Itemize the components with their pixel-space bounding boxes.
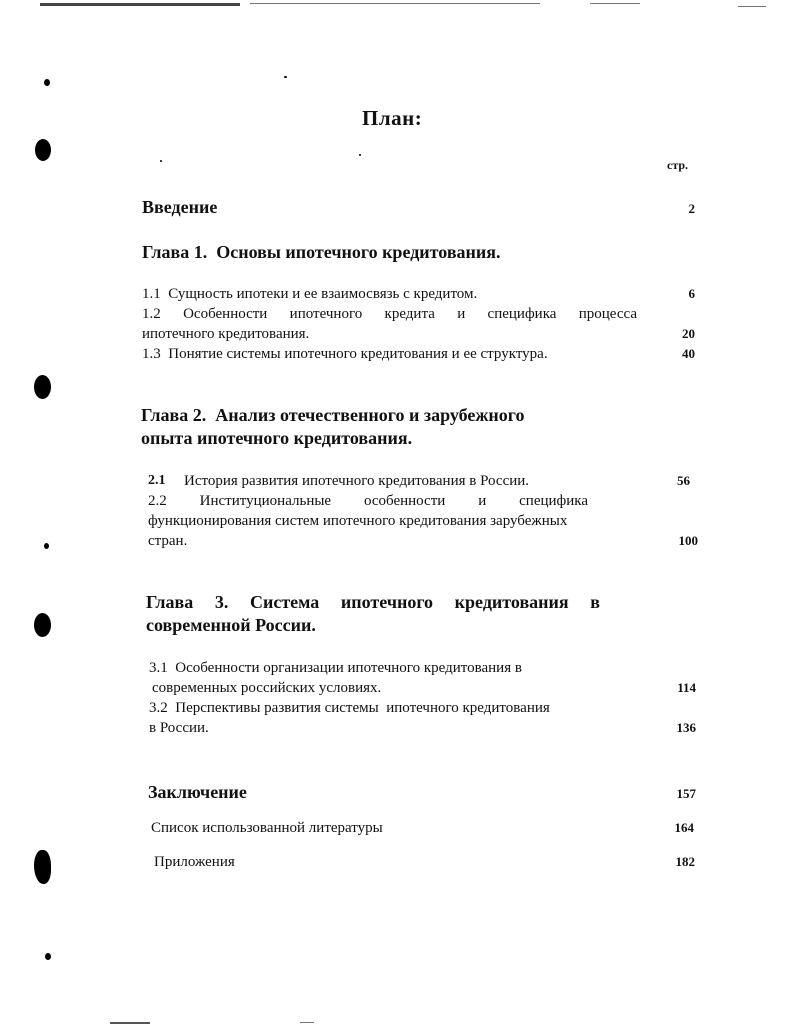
chapter-2-heading-line2: опыта ипотечного кредитования.: [141, 428, 413, 448]
punch-hole-mark: [35, 139, 51, 161]
section-1-1-page-number: 6: [688, 286, 695, 301]
scan-edge-mark: [110, 1022, 150, 1024]
page-column-label: стр.: [667, 158, 689, 172]
scan-edge-mark: [250, 3, 540, 4]
punch-hole-mark: [34, 613, 51, 637]
appendices-label: Приложения: [154, 854, 235, 870]
appendices-page-number: 182: [675, 854, 695, 869]
scan-speck: [160, 160, 162, 162]
scan-speck: [44, 543, 49, 549]
chapter-3-heading-line2: современной России.: [146, 615, 316, 635]
punch-hole-mark: [34, 850, 51, 884]
scan-speck: [359, 154, 361, 156]
section-2-1-number: 2.1: [148, 473, 166, 488]
section-2-1-text: История развития ипотечного кредитования в России.: [184, 473, 530, 489]
page-title: План:: [362, 106, 423, 130]
scan-edge-mark: [40, 3, 240, 6]
bibliography-page-number: 164: [674, 820, 694, 835]
section-3-1-page-number: 114: [677, 680, 696, 695]
chapter-1-heading: Глава 1. Основы ипотечного кредитования.: [142, 242, 501, 262]
conclusion-page-number: 157: [676, 786, 696, 801]
section-3-1-text-line2: современных российских условиях.: [152, 680, 382, 696]
section-3-2-text-line2: в России.: [149, 720, 209, 736]
section-3-1-text-line1: 3.1 Особенности организации ипотечного кредитования в: [149, 660, 522, 676]
section-1-2-text-line2: ипотечного кредитования.: [142, 326, 310, 342]
intro-page-number: 2: [688, 201, 695, 216]
section-2-2-text-line1: 2.2 Институциональные особенности и специфика: [148, 493, 588, 509]
section-2-2-text-line3: стран.: [148, 533, 188, 549]
section-1-3-page-number: 40: [682, 346, 695, 361]
section-1-1-text: 1.1 Сущность ипотеки и ее взаимосвязь с кредитом.: [142, 286, 478, 302]
bibliography-label: Список использованной литературы: [151, 820, 383, 836]
section-1-3-text: 1.3 Понятие системы ипотечного кредитования и ее структура.: [142, 346, 548, 362]
chapter-2-heading-line1: Глава 2. Анализ отечественного и зарубежного: [141, 405, 525, 425]
scan-speck: [284, 76, 287, 78]
scan-speck: [45, 953, 51, 960]
scan-edge-mark: [738, 6, 766, 7]
scan-edge-mark: [590, 3, 640, 4]
conclusion-label: Заключение: [148, 782, 247, 802]
scan-speck: [44, 79, 50, 86]
intro-label: Введение: [142, 197, 218, 217]
section-3-2-page-number: 136: [676, 720, 696, 735]
punch-hole-mark: [34, 375, 51, 399]
section-2-2-page-number: 100: [678, 533, 698, 548]
section-1-2-page-number: 20: [682, 326, 695, 341]
chapter-3-heading-line1: Глава 3. Система ипотечного кредитования в: [146, 592, 600, 612]
section-3-2-text-line1: 3.2 Перспективы развития системы ипотечного кредитования: [149, 700, 550, 716]
section-2-2-text-line2: функционирования систем ипотечного кредитования зарубежных: [148, 513, 568, 529]
section-1-2-text-line1: 1.2 Особенности ипотечного кредита и специфика процесса: [142, 306, 637, 322]
scan-edge-mark: [300, 1022, 314, 1023]
section-2-1-page-number: 56: [677, 473, 690, 488]
